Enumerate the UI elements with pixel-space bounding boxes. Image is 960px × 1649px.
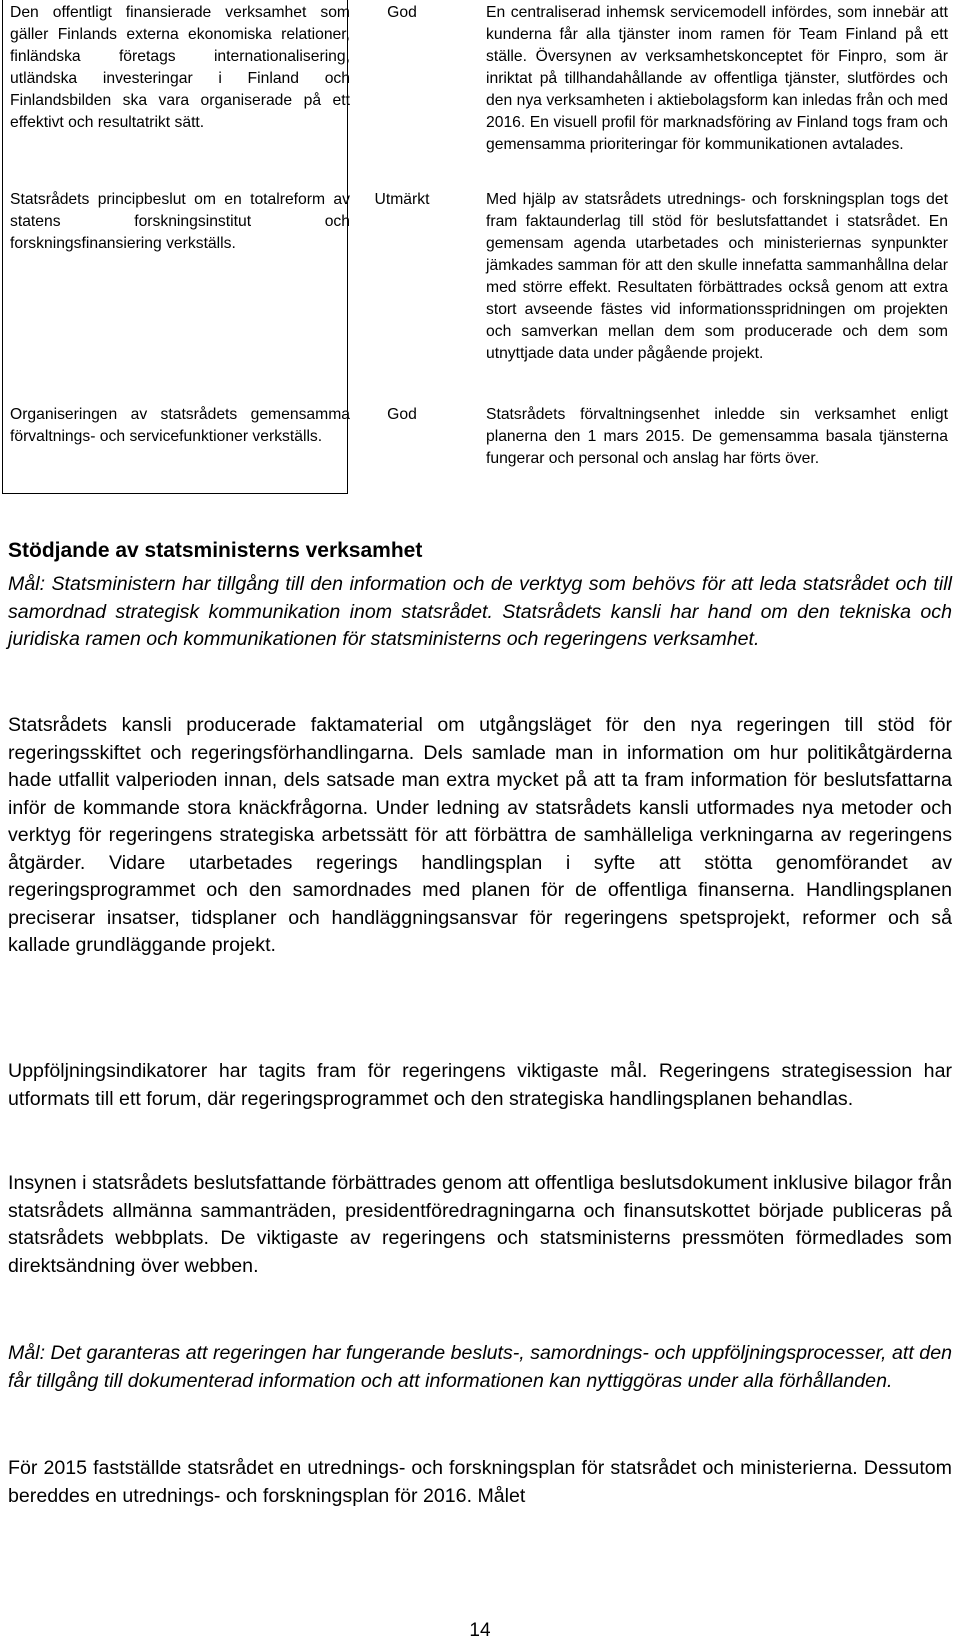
table-row-2-description: Med hjälp av statsrådets utrednings- och forskningsplan togs det fram faktaunderlag till stöd för beslutsfattandet i statsrådet. En gemensam agenda utarbetades och ministeriernas synpunkter jämkades samman för att den skulle innefatta sammanhållna delar med större effekt. Resultaten förbättrades också genom att extra stort avseende fästes vid informationsspridningen om projekten och samverkan mellan dem som producerade och dem som utnyttjade data under pågående projekt. (486, 191, 948, 362)
body-paragraph-4: För 2015 fastställde statsrådet en utrednings- och forskningsplan för statsrådet och ministerierna. Dessutom bereddes en utrednings- och forskningsplan för 2016. Målet (8, 1457, 952, 1507)
table-row-2-goal: Statsrådets principbeslut om en totalreform av statens forskningsinstitut och forskningsfinansiering verkställs. (10, 191, 350, 252)
body-paragraph-1: Statsrådets kansli producerade faktamaterial om utgångsläget för den nya regeringen till stöd för regeringsskiftet och regeringsförhandlingarna. Dels samlade man in information om hur politikåtgärderna hade utfallit valperioden innan, dels satsade man extra mycket på att ta fram information för beslutsfattarna inför de kommande stora knäckfrågorna. Under ledning av statsrådets kansli utformades nya metoder och verktyg för regeringens strategiska arbetssätt för att förbättra de samhälleliga verkningarna av regeringens åtgärder. Vidare utarbetades regerings handlingsplan i syfte att stötta genomförandet av regeringsprogrammet och den samordnades med planen för de offentliga finanserna. Handlingsplanen preciserar insatser, tidsplaner och handläggningsansvar för regeringens spetsprojekt, reformer och så kallade grundläggande projekt. (8, 714, 952, 956)
table-row-3-goal: Organiseringen av statsrådets gemensamma förvaltnings- och servicefunktioner verkställs. (10, 406, 350, 445)
goal-statement-1: Mål: Statsministern har tillgång till den information och de verktyg som behövs för att leda statsrådet och till samordnad strategisk kommunikation inom statsrådet. Statsrådets kansli har hand om den tekniska och juridiska ramen och kommunikationen för statsministerns och regeringens verksamhet. (8, 573, 952, 650)
results-table (2, 0, 958, 495)
table-row-1-goal: Den offentligt finansierade verksamhet som gäller Finlands externa ekonomiska relationer, finländska företags internationalisering, utländska investeringar i Finland och Finlandsbilden ska vara organiserade på ett effektivt och resultatrikt sätt. (10, 4, 350, 131)
table-row-1-rating: God (387, 4, 417, 21)
table-row-1-description: En centraliserad inhemsk servicemodell infördes, som innebär att kunderna får alla tjänster inom ramen för Team Finland på ett ställe. Översynen av verksamhetskonceptet för Finpro, som är inriktat på tillhandahållande av offentliga tjänster, slutfördes och den nya verksamheten i aktiebolagsform kan inledas från och med 2016. En visuell profil för marknadsföring av Finland togs fram och gemensamma prioriteringar för kommunikationen avtalades. (486, 4, 948, 153)
section-heading: Stödjande av statsministerns verksamhet (8, 539, 423, 562)
table-row-3-description: Statsrådets förvaltningsenhet inledde sin verksamhet enligt planerna den 1 mars 2015. De gemensamma basala tjänsterna fungerar och personal och anslag har förts över. (486, 406, 948, 467)
body-paragraph-2: Uppföljningsindikatorer har tagits fram för regeringens viktigaste mål. Regeringens strategisession har utformats till ett forum, där regeringsprogrammet och den strategiska handlingsplanen behandlas. (8, 1060, 952, 1110)
page-number: 14 (469, 1620, 491, 1641)
goal-statement-2: Mål: Det garanteras att regeringen har fungerande besluts-, samordnings- och uppföljningsprocesser, att den får tillgång till dokumenterad information och att informationen kan nyttiggöras under alla förhållanden. (8, 1342, 952, 1392)
table-row-2-rating: Utmärkt (374, 191, 430, 208)
table-row-3-rating: God (387, 406, 417, 423)
table-left-border (2, 0, 3, 494)
body-paragraph-3: Insynen i statsrådets beslutsfattande förbättrades genom att offentliga beslutsdokument inklusive bilagor från statsrådets allmänna sammanträden, presidentföredragningarna och finansutskottet började publiceras på statsrådets webbplats. De viktigaste av regeringens och statsministerns pressmöten förmedlades som direktsändning över webben. (8, 1172, 952, 1277)
table-bottom-border (2, 493, 348, 494)
